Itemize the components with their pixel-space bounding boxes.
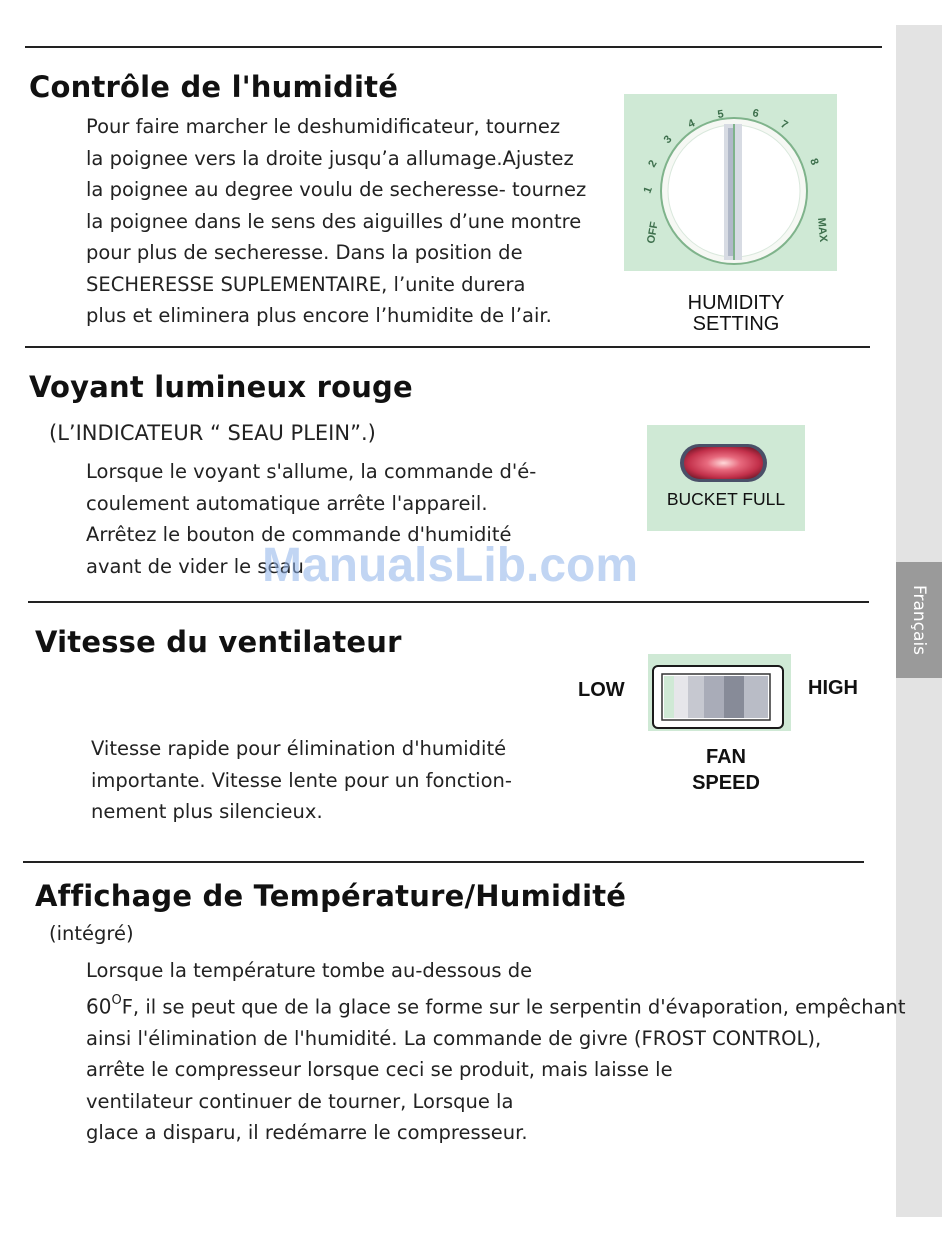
text-line: Arrêtez le bouton de commande d'humidité bbox=[86, 523, 512, 546]
text-line: coulement automatique arrête l'appareil. bbox=[86, 491, 488, 515]
divider-top bbox=[25, 46, 882, 48]
fan-speed-caption bbox=[650, 744, 802, 796]
dial-label: 3 bbox=[661, 133, 675, 147]
divider-2 bbox=[28, 601, 869, 603]
text-line: nement plus silencieux. bbox=[91, 800, 323, 823]
temperature-display-text bbox=[86, 955, 906, 1149]
dial-label: MAX bbox=[815, 217, 830, 243]
text-line: Pour faire marcher le deshumidificateur, tournez bbox=[86, 115, 561, 138]
caption-line: HUMIDITY bbox=[687, 292, 785, 314]
fan-high-label: HIGH bbox=[808, 677, 858, 699]
text-line: arrête le compresseur lorsque ceci se produit, mais laisse le bbox=[86, 1058, 673, 1081]
text-line: ventilateur continuer de tourner, Lorsque la bbox=[86, 1089, 514, 1113]
dial-label: 8 bbox=[807, 156, 821, 167]
section-title-red-indicator: Voyant lumineux rouge bbox=[29, 370, 413, 404]
dial-label: 4 bbox=[686, 117, 697, 131]
text-line: il se peut que de la glace se forme sur le serpentin d'évaporation, empêchant bbox=[145, 995, 906, 1018]
fan-speed-text bbox=[91, 733, 512, 828]
divider-1 bbox=[25, 346, 870, 348]
dial-label: 1 bbox=[641, 185, 655, 196]
red-indicator-subtitle: (L’INDICATEUR “ SEAU PLEIN”.) bbox=[49, 421, 376, 445]
caption-line: SPEED bbox=[692, 772, 760, 794]
divider-3 bbox=[23, 861, 864, 863]
text-line: la poignee dans le sens des aiguilles d’une montre bbox=[86, 209, 582, 233]
text-line: Lorsque la température tombe au-dessous de bbox=[86, 959, 533, 982]
text-line: Vitesse rapide pour élimination d'humidité bbox=[91, 737, 507, 760]
text-line: pour plus de secheresse. Dans la position de bbox=[86, 241, 523, 264]
humidity-dial-icon bbox=[624, 94, 837, 271]
fan-speed-switch-figure bbox=[648, 654, 791, 731]
text-line: SECHERESSE SUPLEMENTAIRE, l’unite durera bbox=[86, 272, 526, 296]
dial-label: 7 bbox=[778, 118, 790, 132]
caption-line: FAN bbox=[706, 746, 746, 768]
watermark: ManualsLib.com bbox=[262, 539, 639, 592]
section-title-temperature-display: Affichage de Température/Humidité bbox=[35, 879, 627, 913]
temperature-display-subtitle: (intégré) bbox=[49, 922, 134, 945]
section-title-humidity-control: Contrôle de l'humidité bbox=[29, 70, 399, 104]
text-line-temperature bbox=[86, 987, 906, 1023]
caption-line: SETTING bbox=[692, 313, 780, 335]
dial-label: 2 bbox=[646, 158, 660, 170]
fan-speed-slider-icon bbox=[648, 654, 791, 731]
text-line: la poignee vers la droite jusqu’a allumage.Ajustez bbox=[86, 146, 574, 170]
text-line: Lorsque le voyant s'allume, la commande d'é- bbox=[86, 460, 537, 483]
dial-label: OFF bbox=[645, 220, 661, 245]
language-tab-label: Français bbox=[909, 584, 929, 656]
text-line: importante. Vitesse lente pour un fonction- bbox=[91, 768, 512, 792]
text-line: glace a disparu, il redémarre le compresseur. bbox=[86, 1121, 528, 1144]
humidity-dial-figure bbox=[624, 94, 837, 271]
text-line: plus et eliminera plus encore l’humidite de l’air. bbox=[86, 304, 552, 327]
bucket-full-figure bbox=[647, 425, 805, 531]
text-line: la poignee au degree voulu de secheresse- tournez bbox=[86, 178, 587, 201]
degree-symbol: O bbox=[111, 992, 122, 1008]
temperature-unit: F, bbox=[121, 995, 140, 1018]
text-line: ainsi l'élimination de l'humidité. La commande de givre (FROST CONTROL), bbox=[86, 1026, 822, 1050]
bucket-full-label: BUCKET FULL bbox=[666, 489, 786, 509]
humidity-control-text bbox=[86, 111, 586, 332]
temperature-value: 60 bbox=[86, 994, 112, 1018]
dial-label: 5 bbox=[716, 108, 725, 121]
bucket-full-light-icon bbox=[647, 425, 805, 485]
dial-label: 6 bbox=[751, 107, 760, 121]
text-line: avant de vider le seau bbox=[86, 554, 304, 578]
language-tab bbox=[896, 562, 942, 678]
section-title-fan-speed: Vitesse du ventilateur bbox=[35, 625, 402, 659]
fan-low-label: LOW bbox=[578, 679, 625, 701]
humidity-setting-caption bbox=[636, 293, 836, 335]
